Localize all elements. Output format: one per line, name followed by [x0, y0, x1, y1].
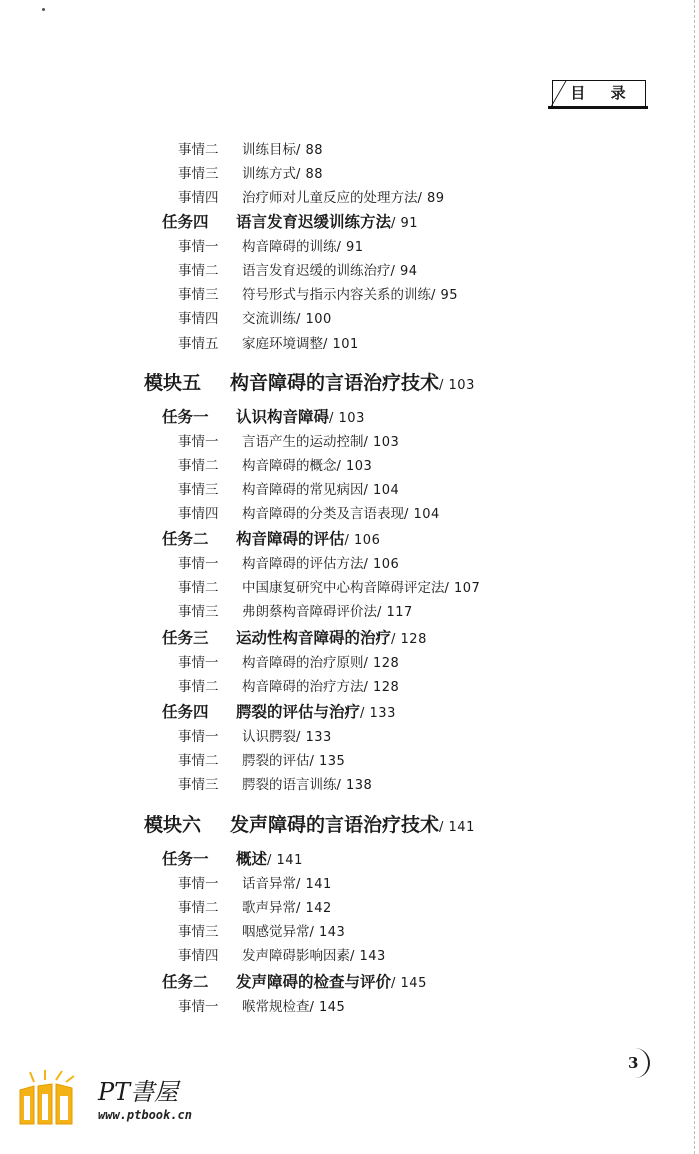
toc-separator: / [444, 581, 455, 596]
toc-entry [178, 725, 332, 745]
toc-entry-page: 101 [332, 337, 359, 352]
toc-entry-title: 咽感觉异常 [242, 924, 310, 940]
toc-separator: / [309, 1000, 320, 1015]
toc-entry [178, 332, 359, 352]
toc-entry-label: 事情一 [178, 434, 219, 450]
toc-entry-page: 104 [373, 483, 400, 498]
toc-entry-label: 事情二 [178, 753, 219, 769]
toc-entry [178, 283, 458, 303]
toc-entry-label: 事情三 [178, 482, 219, 498]
toc-entry [178, 600, 413, 620]
toc-entry [178, 944, 386, 964]
toc-entry [178, 920, 345, 940]
toc-entry-page: 143 [319, 925, 346, 940]
toc-entry-title: 发声障碍的言语治疗技术 [230, 814, 440, 836]
toc-entry-label: 事情二 [178, 900, 219, 916]
toc-entry-title: 构音障碍的治疗方法 [242, 679, 364, 695]
toc-entry-page: 135 [319, 754, 346, 769]
toc-entry [178, 454, 372, 474]
toc-entry-page: 106 [373, 557, 400, 572]
toc-entry [162, 405, 365, 427]
toc-separator: / [296, 901, 306, 916]
toc-entry-page: 142 [305, 901, 332, 916]
toc-entry-page: 88 [305, 167, 324, 182]
toc-entry [178, 773, 372, 793]
toc-entry [178, 576, 480, 596]
toc-entry [178, 502, 440, 522]
toc-entry-label: 事情一 [178, 876, 219, 892]
toc-entry-label: 任务一 [162, 408, 209, 426]
toc-entry [162, 700, 396, 722]
toc-entry-page: 100 [305, 312, 332, 327]
toc-separator: / [363, 680, 374, 695]
toc-entry [178, 307, 332, 327]
toc-entry-title: 歌声异常 [242, 900, 296, 916]
toc-entry-title: 交流训练 [242, 311, 296, 327]
toc-entry-page: 138 [346, 778, 373, 793]
toc-separator: / [309, 754, 320, 769]
toc-entry-title: 腭裂的评估 [242, 753, 310, 769]
toc-entry-label: 事情四 [178, 190, 219, 206]
toc-entry-label: 事情一 [178, 556, 219, 572]
toc-entry-title: 构音障碍的常见病因 [242, 482, 364, 498]
toc-separator: / [363, 656, 374, 671]
toc-separator: / [391, 632, 401, 647]
toc-entry-label: 任务三 [162, 629, 209, 647]
toc-entry-title: 语言发育迟缓训练方法 [236, 213, 392, 231]
toc-entry-label: 任务二 [162, 973, 209, 991]
toc-entry-title: 发声障碍影响因素 [242, 948, 350, 964]
toc-separator: / [336, 240, 347, 255]
toc-entry-title: 家庭环境调整 [242, 336, 323, 352]
toc-entry-page: 88 [305, 143, 324, 158]
toc-entry-page: 106 [354, 533, 381, 548]
toc-separator: / [391, 216, 401, 231]
toc-entry-page: 145 [400, 976, 427, 991]
toc-entry [178, 259, 418, 279]
toc-entry-page: 107 [454, 581, 481, 596]
toc-entry-page: 141 [448, 820, 475, 835]
toc-separator: / [391, 976, 401, 991]
toc-entry-label: 任务二 [162, 530, 209, 548]
toc-entry-title: 构音障碍的训练 [242, 239, 337, 255]
toc-entry [162, 970, 427, 992]
toc-entry [162, 210, 418, 232]
toc-entry-page: 94 [400, 264, 418, 279]
toc-entry-page: 141 [276, 853, 303, 868]
toc-entry-title: 中国康复研究中心构音障碍评定法 [242, 580, 445, 596]
books-icon [18, 1068, 78, 1126]
toc-entry [178, 995, 345, 1015]
toc-entry-page: 141 [305, 877, 332, 892]
toc-separator: / [363, 483, 374, 498]
toc-entry-label: 事情三 [178, 166, 219, 182]
toc-entry-page: 104 [413, 507, 440, 522]
toc-entry-title: 运动性构音障碍的治疗 [236, 629, 392, 647]
toc-entry-title: 认识构音障碍 [236, 408, 330, 426]
toc-entry-label: 事情二 [178, 458, 219, 474]
toc-entry-title: 训练目标 [242, 142, 296, 158]
toc-separator: / [296, 143, 306, 158]
toc-entry-title: 符号形式与指示内容关系的训练 [242, 287, 431, 303]
toc-separator: / [296, 167, 306, 182]
section-title: 目 录 [552, 80, 646, 106]
toc-entry-title: 构音障碍的治疗原则 [242, 655, 364, 671]
toc-entry-label: 模块五 [144, 372, 202, 394]
toc-entry-label: 事情一 [178, 655, 219, 671]
toc-entry-title: 训练方式 [242, 166, 296, 182]
toc-entry [162, 626, 427, 648]
toc-entry-title: 构音障碍的评估 [236, 530, 345, 548]
toc-separator: / [404, 507, 414, 522]
toc-entry-label: 事情四 [178, 948, 219, 964]
toc-separator: / [323, 337, 333, 352]
toc-entry [178, 186, 445, 206]
toc-entry-title: 喉常规检查 [242, 999, 310, 1015]
toc-entry-title: 话音异常 [242, 876, 296, 892]
toc-separator: / [439, 378, 449, 393]
toc-entry [178, 651, 399, 671]
toc-entry-title: 发声障碍的检查与评价 [236, 973, 392, 991]
toc-entry-page: 143 [359, 949, 386, 964]
toc-separator: / [296, 730, 306, 745]
toc-entry-page: 91 [400, 216, 419, 231]
toc-entry-label: 事情一 [178, 729, 219, 745]
toc-entry-label: 任务一 [162, 850, 209, 868]
toc-separator: / [344, 533, 355, 548]
toc-entry-page: 128 [373, 680, 400, 695]
toc-separator: / [309, 925, 320, 940]
toc-entry-page: 103 [338, 411, 365, 426]
toc-separator: / [439, 820, 449, 835]
toc-entry-title: 认识腭裂 [242, 729, 296, 745]
toc-entry [178, 478, 399, 498]
toc-entry-page: 103 [448, 378, 475, 393]
toc-entry-title: 概述 [236, 850, 268, 868]
toc-entry-page: 133 [305, 730, 332, 745]
toc-entry-page: 89 [427, 191, 445, 206]
toc-separator: / [363, 557, 374, 572]
toc-entry [144, 368, 475, 395]
toc-entry-label: 模块六 [144, 814, 202, 836]
toc-entry-title: 语言发育迟缓的训练治疗 [242, 263, 391, 279]
toc-entry-label: 事情二 [178, 580, 219, 596]
toc-separator: / [329, 411, 339, 426]
toc-entry-label: 事情三 [178, 777, 219, 793]
toc-separator: / [390, 264, 401, 279]
toc-entry-page: 128 [400, 632, 427, 647]
watermark-logo [18, 1068, 218, 1128]
page-number: 3 [624, 1048, 650, 1078]
toc-separator: / [360, 706, 370, 721]
toc-entry-label: 事情五 [178, 336, 219, 352]
toc-entry-label: 事情四 [178, 506, 219, 522]
toc-separator: / [296, 877, 306, 892]
toc-entry-label: 事情二 [178, 142, 219, 158]
toc-entry-page: 117 [386, 605, 413, 620]
toc-entry-label: 任务四 [162, 213, 209, 231]
toc-separator: / [296, 312, 306, 327]
toc-entry [178, 749, 345, 769]
toc-entry [178, 552, 399, 572]
toc-entry-title: 构音障碍的分类及言语表现 [242, 506, 404, 522]
toc-entry-title: 构音障碍的评估方法 [242, 556, 364, 572]
toc-entry-label: 事情三 [178, 287, 219, 303]
toc-entry-page: 91 [346, 240, 364, 255]
toc-separator: / [336, 459, 347, 474]
toc-entry-page: 103 [346, 459, 373, 474]
toc-entry [178, 235, 364, 255]
toc-separator: / [336, 778, 347, 793]
toc-entry-label: 事情二 [178, 679, 219, 695]
toc-entry [162, 847, 303, 869]
toc-entry-label: 事情三 [178, 924, 219, 940]
toc-entry [178, 138, 323, 158]
toc-separator: / [377, 605, 387, 620]
toc-entry-title: 弗朗蔡构音障碍评价法 [242, 604, 377, 620]
toc-separator: / [267, 853, 277, 868]
toc-separator: / [431, 288, 441, 303]
toc-separator: / [350, 949, 360, 964]
watermark-url: www.ptbook.cn [98, 1108, 192, 1122]
toc-entry-label: 任务四 [162, 703, 209, 721]
toc-entry-page: 103 [373, 435, 400, 450]
toc-entry-page: 133 [369, 706, 396, 721]
toc-entry-label: 事情一 [178, 239, 219, 255]
toc-entry-title: 构音障碍的言语治疗技术 [230, 372, 440, 394]
toc-separator: / [417, 191, 428, 206]
toc-entry-label: 事情四 [178, 311, 219, 327]
toc-entry-title: 治疗师对儿童反应的处理方法 [242, 190, 418, 206]
toc-entry-title: 言语产生的运动控制 [242, 434, 364, 450]
toc-entry [178, 896, 332, 916]
toc-entry-label: 事情三 [178, 604, 219, 620]
toc-entry-title: 腭裂的语言训练 [242, 777, 337, 793]
toc-entry-label: 事情一 [178, 999, 219, 1015]
toc-entry [144, 810, 475, 837]
toc-entry [178, 430, 399, 450]
toc-entry [178, 675, 399, 695]
toc-entry-page: 95 [440, 288, 459, 303]
toc-separator: / [363, 435, 374, 450]
toc-entry-page: 128 [373, 656, 400, 671]
toc-entry-title: 构音障碍的概念 [242, 458, 337, 474]
toc-entry-label: 事情二 [178, 263, 219, 279]
watermark-title: PT書屋 [98, 1078, 179, 1106]
toc-entry [178, 162, 323, 182]
toc-entry-page: 145 [319, 1000, 346, 1015]
toc-entry-title: 腭裂的评估与治疗 [236, 703, 361, 721]
toc-entry [178, 872, 332, 892]
toc-entry [162, 527, 380, 549]
